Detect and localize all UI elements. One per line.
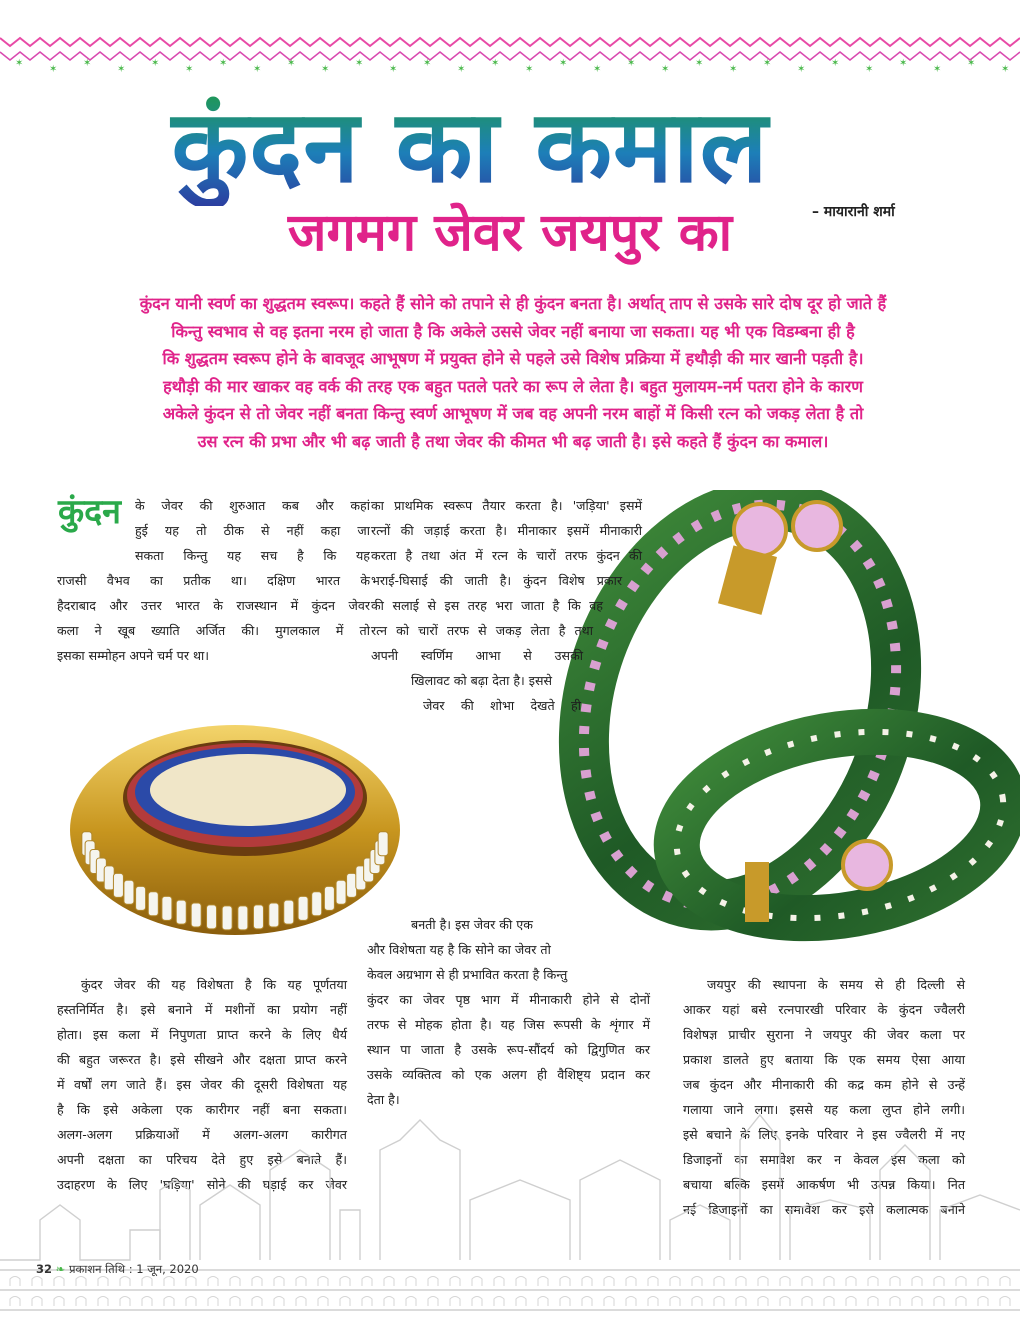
arch-window [714, 1277, 724, 1287]
text-line: हस्तनिर्मित है। इसे बनाने में मशीनों का प्रयोग नहीं [57, 1002, 347, 1017]
text-line: और विशेषता यह है कि सोने का जेवर तो [367, 942, 551, 957]
col2-top-text [371, 493, 642, 718]
text-line: नई डिजाइनों का समावेश कर इसे कलात्मक बनाने [683, 1202, 965, 1217]
kundan-stone [176, 900, 186, 924]
text-line: रत्नों की जड़ाई करता है। मीनाकार इसमें मीनाकारी [371, 523, 642, 538]
arch-window [10, 1297, 20, 1307]
col2-bottom-text [367, 912, 650, 1112]
arch-window [604, 1277, 614, 1287]
text-line: के जेवर की शुरुआत कब और कहां [135, 498, 370, 513]
kundan-stone [298, 896, 308, 920]
arch-window [582, 1277, 592, 1287]
arch-window [868, 1297, 878, 1307]
text-line: हुई यह तो ठीक से नहीं कहा जा [135, 523, 370, 538]
arch-window [736, 1277, 746, 1287]
text-line: भराई-घिसाई की जाती है। कुंदन विशेष प्रकार [371, 573, 622, 588]
kundan-stone [253, 905, 263, 929]
arch-window [802, 1277, 812, 1287]
star-ornament: ✶ [355, 58, 364, 69]
arch-window [780, 1277, 790, 1287]
leaf-icon: ❧ [55, 1262, 66, 1276]
star-ornament: ✶ [763, 58, 772, 69]
arch-window [76, 1297, 86, 1307]
text-line: जयपुर की स्थापना के समय से ही दिल्ली से [707, 977, 965, 992]
intro-line: हथौड़ी की मार खाकर वह वर्क की तरह एक बहुत पतले पतरे का रूप ले लेता है। बहुत मुलायम-नर्म पतरा होने के कारण [163, 376, 863, 396]
arch-window [890, 1297, 900, 1307]
kundan-stone [207, 905, 217, 929]
page-subtitle: जगमग जेवर जयपुर का [287, 203, 733, 263]
text-line: तरफ से मोहक होता है। यह जिस रूपसी के शृंगार में [367, 1017, 650, 1032]
arch-window [450, 1277, 460, 1287]
author-byline: – मायारानी शर्मा [812, 204, 895, 220]
arch-window [362, 1277, 372, 1287]
arch-window [824, 1277, 834, 1287]
text-line: उदाहरण के लिए 'घड़िया' सोने की घड़ाई कर जेवर [57, 1177, 347, 1192]
kundan-stone [284, 900, 294, 924]
star-ornament: ✶ [185, 64, 194, 75]
arch-window [494, 1277, 504, 1287]
kundan-stone [124, 880, 134, 904]
arch-window [230, 1277, 240, 1287]
star-ornament: ✶ [661, 64, 670, 75]
text-line: डिजाइनों का समावेश कर न केवल इस कला को [683, 1152, 965, 1167]
kundan-stone [148, 892, 158, 916]
arch-window [472, 1277, 482, 1287]
text-line: जब कुंदन और मीनाकारी की कद्र कम होने से उन्हें [683, 1077, 965, 1092]
arch-window [384, 1297, 394, 1307]
col1-top-text-cont [57, 568, 370, 668]
text-line: इसे बचाने के लिए इनके परिवार ने इस ज्वैलरी में नए [683, 1127, 965, 1142]
text-line: करता है तथा अंत में रत्न के चारों तरफ कुंदन की [371, 548, 642, 563]
text-line: कुंदर जेवर की यह विशेषता है कि यह पूर्णतया [81, 977, 347, 992]
arch-window [10, 1277, 20, 1287]
star-ornament: ✶ [49, 64, 58, 75]
kundan-stone [162, 896, 172, 920]
arch-window [98, 1297, 108, 1307]
star-ornament: ✶ [695, 58, 704, 69]
arch-window [758, 1297, 768, 1307]
arch-window [560, 1297, 570, 1307]
arch-window [890, 1277, 900, 1287]
arch-window [912, 1277, 922, 1287]
text-line: खिलावट को बढ़ा देता है। इससे [411, 673, 553, 688]
arch-window [318, 1297, 328, 1307]
arch-window [406, 1277, 416, 1287]
star-ornament: ✶ [491, 58, 500, 69]
arch-window [780, 1297, 790, 1307]
star-ornament: ✶ [287, 58, 296, 69]
text-line: सकता किन्तु यह सच है कि यह [135, 548, 370, 563]
arch-window [186, 1297, 196, 1307]
arch-window [230, 1297, 240, 1307]
star-ornament: ✶ [899, 58, 908, 69]
arch-window [318, 1277, 328, 1287]
kundan-stone [312, 892, 322, 916]
arch-window [208, 1297, 218, 1307]
kundan-stone [104, 866, 114, 890]
arch-window [384, 1277, 394, 1287]
star-ornament: ✶ [729, 64, 738, 75]
text-line: होता। इस कला में निपुणता प्राप्त करने के लिए धैर्य [57, 1027, 347, 1042]
arch-window [494, 1297, 504, 1307]
intro-line: कि शुद्धतम स्वरूप होने के बावजूद आभूषण में प्रयुक्त होने से पहले उसे विशेष प्रक्रिया में हथौड़ी की मार खानी पड़ती है। [162, 349, 864, 368]
arch-window [736, 1297, 746, 1307]
star-ornament: ✶ [117, 64, 126, 75]
text-line: हैदराबाद और उत्तर भारत के राजस्थान में कुंदन जेवर [57, 598, 370, 613]
arch-window [560, 1277, 570, 1287]
text-line: राजसी वैभव का प्रतीक था। दक्षिण भारत के [57, 573, 370, 588]
intro-line: कुंदन यानी स्वर्ण का शुद्धतम स्वरूप। कहते हैं सोने को तपाने से ही कुंदन बनता है। अर्थात् ताप से उसके सारे दोष दूर हो जाते हैं [139, 294, 887, 313]
arch-window [54, 1297, 64, 1307]
arch-window [978, 1297, 988, 1307]
arch-window [296, 1277, 306, 1287]
text-line: जेवर की शोभा देखते ही [423, 698, 581, 713]
star-ornament: ✶ [865, 64, 874, 75]
star-ornament: ✶ [151, 58, 160, 69]
drop-cap: कुंदन [58, 492, 122, 532]
text-line: बचाया बल्कि इसमें आकर्षण भी उत्पन्न किया। नित [683, 1177, 965, 1192]
page-footer [36, 1262, 206, 1282]
arch-window [868, 1277, 878, 1287]
star-ornament: ✶ [321, 64, 330, 75]
arch-window [670, 1277, 680, 1287]
arch-window [516, 1297, 526, 1307]
text-line: देता है। [367, 1092, 400, 1107]
star-ornament: ✶ [1001, 64, 1010, 75]
kundan-stone [136, 886, 146, 910]
text-line: है कि इसे अकेला एक कारीगर नहीं बना सकता। [57, 1102, 347, 1117]
arch-window [824, 1297, 834, 1307]
arch-window [296, 1297, 306, 1307]
text-line: उसके व्यक्तित्व को एक अलग ही वैशिष्ट्य प्रदान कर [367, 1067, 650, 1082]
arch-window [846, 1277, 856, 1287]
arch-window [692, 1277, 702, 1287]
star-ornament: ✶ [933, 64, 942, 75]
text-line: विशेषज्ञ प्राचीर सुराना ने जयपुर की जेवर कला पर [683, 1027, 965, 1042]
arch-window [340, 1277, 350, 1287]
arch-window [516, 1277, 526, 1287]
page-number: 32 [36, 1262, 53, 1276]
arch-window [450, 1297, 460, 1307]
arch-window [956, 1277, 966, 1287]
text-line: का प्राथमिक स्वरूप तैयार करता है। 'जड़िया' इसमें [371, 498, 642, 513]
star-ornament: ✶ [219, 58, 228, 69]
text-line: प्रकाश डालते हुए बताया कि एक समय ऐसा आया [683, 1052, 965, 1067]
star-ornament: ✶ [525, 64, 534, 75]
arch-window [604, 1297, 614, 1307]
arch-window [626, 1297, 636, 1307]
text-line: अपनी स्वर्णिम आभा से उसकी [371, 648, 583, 663]
text-line: कला ने खूब ख्याति अर्जित की। मुगलकाल में तो [57, 623, 370, 638]
text-line: इसका सम्मोहन अपने चर्म पर था। [57, 648, 210, 663]
text-line: आकर यहां बसे रत्नपारखी परिवार के कुंदन ज्वैलरी [683, 1002, 965, 1017]
arch-window [538, 1277, 548, 1287]
kundan-stone [378, 832, 388, 856]
arch-window [428, 1297, 438, 1307]
arch-window [1000, 1297, 1010, 1307]
text-line: की सलाई से इस तरह भरा जाता है कि वह [371, 598, 603, 613]
star-ornament: ✶ [559, 58, 568, 69]
intro-paragraph [82, 290, 944, 455]
text-line: गलाया जाने लगा। इससे यह कला लुप्त होने लगी। [683, 1102, 965, 1117]
intro-line: किन्तु स्वभाव से वह इतना नरम हो जाता है कि अकेले उससे जेवर नहीं बनाया जा सकता। यह भी एक विडम्बना ही है [171, 321, 855, 341]
arch-window [274, 1297, 284, 1307]
star-ornament: ✶ [627, 58, 636, 69]
text-line: रत्न को चारों तरफ से जकड़ लेता है तथा [371, 623, 593, 638]
arch-window [956, 1297, 966, 1307]
kundan-stone [238, 906, 248, 930]
arch-window [670, 1297, 680, 1307]
arch-window [978, 1277, 988, 1287]
kundan-stone [191, 903, 201, 927]
text-line: की बहुत जरूरत है। इसे सीखने और दक्षता प्राप्त करने [57, 1052, 347, 1067]
publication-date: प्रकाशन तिथि : 1 जून, 2020 [68, 1262, 199, 1276]
arch-window [648, 1297, 658, 1307]
kundan-stone [336, 880, 346, 904]
arch-window [472, 1297, 482, 1307]
text-line: केवल अग्रभाग से ही प्रभावित करता है किन्तु [367, 967, 568, 982]
arch-window [912, 1297, 922, 1307]
arch-window [252, 1297, 262, 1307]
star-ornament: ✶ [83, 58, 92, 69]
arch-window [428, 1277, 438, 1287]
arch-window [1000, 1277, 1010, 1287]
star-ornament: ✶ [457, 64, 466, 75]
arch-window [582, 1297, 592, 1307]
col1-top-text [135, 493, 370, 568]
arch-window [758, 1277, 768, 1287]
text-line: में वर्षों लग जाते हैं। इस जेवर की दूसरी विशेषता यह [57, 1077, 347, 1092]
arch-window [626, 1277, 636, 1287]
arch-window [340, 1297, 350, 1307]
kundan-stone [347, 873, 357, 897]
arch-window [648, 1277, 658, 1287]
star-ornament: ✶ [593, 64, 602, 75]
decorative-zigzag-border [0, 0, 1020, 80]
star-ornament: ✶ [15, 58, 24, 69]
arch-window [714, 1297, 724, 1307]
kundan-stone [324, 886, 334, 910]
arch-window [802, 1297, 812, 1307]
star-ornament: ✶ [831, 58, 840, 69]
intro-line: अकेले कुंदन से तो जेवर नहीं बनता किन्तु स्वर्ण आभूषण में जब वह अपनी नरम बाहों में किसी रत्न को जकड़ लेता है तो [162, 404, 864, 423]
arch-window [252, 1277, 262, 1287]
arch-window [32, 1297, 42, 1307]
arch-window [934, 1297, 944, 1307]
text-line: अलग-अलग प्रक्रियाओं में अलग-अलग कारीगत [57, 1127, 347, 1142]
star-ornament: ✶ [967, 58, 976, 69]
arch-window [142, 1297, 152, 1307]
star-ornament: ✶ [389, 64, 398, 75]
kundan-stone [113, 873, 123, 897]
star-ornament: ✶ [253, 64, 262, 75]
page-title: कुंदन का कमाल [150, 88, 790, 206]
gold-kundan-bangle-image [60, 680, 410, 950]
kundan-stone [222, 906, 232, 930]
text-line: कुंदर का जेवर पृष्ठ भाग में मीनाकारी होने से दोनों [367, 992, 650, 1007]
text-line: बनती है। इस जेवर की एक [411, 917, 533, 932]
arch-window [208, 1277, 218, 1287]
arch-window [164, 1297, 174, 1307]
arch-window [120, 1297, 130, 1307]
arch-window [362, 1297, 372, 1307]
text-line: स्थान पा जाता है उसके रूप-सौंदर्य को द्विगुणित कर [367, 1042, 650, 1057]
star-ornament: ✶ [423, 58, 432, 69]
arch-window [846, 1297, 856, 1307]
kundan-stone [269, 903, 279, 927]
intro-line: उस रत्न की प्रभा और भी बढ़ जाती है तथा जेवर की कीमत भी बढ़ जाती है। इसे कहते हैं कुंदन का कमाल। [197, 431, 829, 451]
arch-window [274, 1277, 284, 1287]
arch-window [406, 1297, 416, 1307]
arch-window [692, 1297, 702, 1307]
star-ornament: ✶ [797, 64, 806, 75]
text-line: अपनी दक्षता का परिचय देते हुए इसे बनाते हैं। [57, 1152, 347, 1167]
arch-window [538, 1297, 548, 1307]
arch-window [934, 1277, 944, 1287]
jaipur-cityscape-illustration [0, 1110, 1020, 1322]
